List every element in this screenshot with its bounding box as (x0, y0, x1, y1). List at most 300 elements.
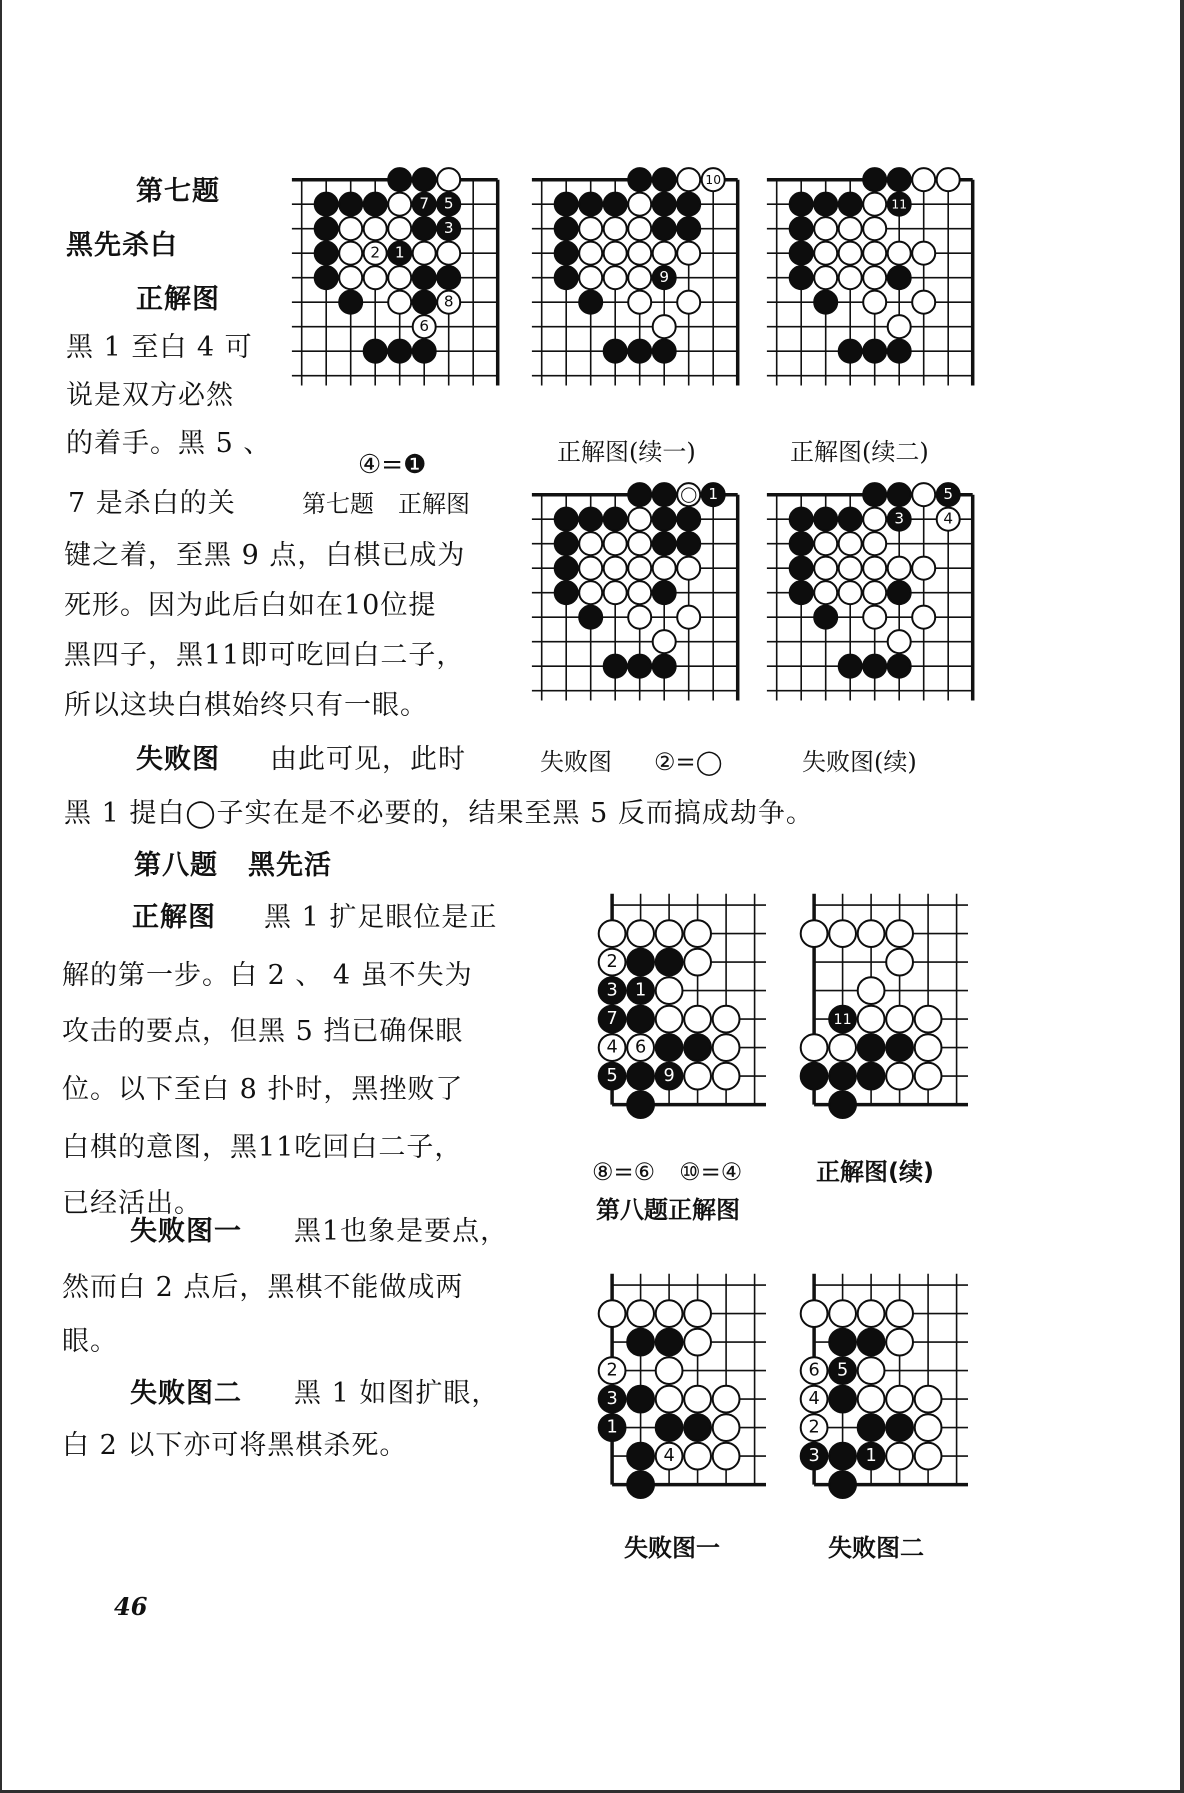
move-number: 5 (836, 1360, 849, 1381)
white-stone (684, 1329, 711, 1356)
black-stone (315, 217, 338, 240)
move-number: 11 (833, 1011, 852, 1028)
white-stone (684, 1386, 711, 1413)
black-stone (604, 340, 627, 363)
move-number: 3 (444, 219, 454, 238)
black-stone (413, 340, 436, 363)
go-board-p7-cont2 (762, 165, 987, 390)
black-stone (579, 508, 602, 531)
problem7-task: 黑先杀白 (66, 230, 178, 261)
white-stone (339, 242, 362, 265)
black-stone (677, 508, 700, 531)
black-stone (790, 193, 813, 216)
black-stone (829, 1471, 856, 1498)
black-stone (413, 266, 436, 289)
black-stone (339, 193, 362, 216)
white-stone (388, 291, 411, 314)
move-number: 11 (891, 197, 908, 212)
black-stone (863, 483, 886, 506)
black-stone (579, 291, 602, 314)
white-stone (937, 168, 960, 191)
white-stone (814, 532, 837, 555)
white-stone (579, 532, 602, 555)
problem8-text-line: 已经活出。 (62, 1188, 202, 1219)
white-stone (858, 1300, 885, 1327)
problem8-text-line: 黑 1 扩足眼位是正 (264, 902, 498, 933)
white-stone (684, 1006, 711, 1033)
white-stone (915, 1443, 942, 1470)
problem7-failure-heading: 失败图 (136, 744, 220, 775)
white-stone (863, 266, 886, 289)
black-stone (628, 655, 651, 678)
white-stone (886, 1329, 913, 1356)
black-stone (888, 655, 911, 678)
white-stone (915, 1414, 942, 1441)
white-stone (628, 193, 651, 216)
black-stone (839, 340, 862, 363)
white-stone (388, 193, 411, 216)
black-stone (790, 266, 813, 289)
white-stone (677, 242, 700, 265)
move-number: 4 (808, 1388, 820, 1409)
white-stone (886, 920, 913, 947)
white-stone (656, 1386, 683, 1413)
white-stone (628, 266, 651, 289)
white-stone (604, 242, 627, 265)
problem8-fail1-line: 眼。 (62, 1326, 118, 1357)
problem7-text-line: 黑四子，黑11即可吃回白二子， (64, 640, 465, 671)
black-stone (886, 1034, 913, 1061)
black-stone (858, 1034, 885, 1061)
black-stone (839, 508, 862, 531)
white-stone (437, 242, 460, 265)
move-number: 2 (808, 1417, 820, 1438)
black-stone (627, 949, 654, 976)
board1-note: ④=❶ (358, 450, 427, 480)
white-stone (579, 266, 602, 289)
black-stone (653, 340, 676, 363)
move-number: 4 (943, 509, 954, 528)
black-stone (829, 1386, 856, 1413)
move-number: 3 (808, 1445, 820, 1466)
black-stone (656, 1034, 683, 1061)
black-stone (814, 291, 837, 314)
move-number: 7 (419, 194, 430, 213)
problem7-text-line: 键之着，至黑 9 点，白棋已成为 (64, 540, 466, 571)
white-stone (858, 977, 885, 1004)
black-stone (627, 1471, 654, 1498)
black-stone (863, 655, 886, 678)
white-stone (863, 532, 886, 555)
white-stone (628, 242, 651, 265)
move-number: 9 (663, 1065, 675, 1086)
white-stone (858, 1386, 885, 1413)
white-stone (388, 266, 411, 289)
white-stone (627, 1300, 654, 1327)
white-stone (814, 557, 837, 580)
black-stone (555, 266, 578, 289)
black-stone (790, 557, 813, 580)
move-number: ◯ (680, 485, 698, 504)
board8-caption: 失败图一 (624, 1534, 720, 1562)
go-board-p7-cont1 (527, 165, 752, 390)
board7-caption: 正解图(续) (816, 1158, 934, 1186)
black-stone (388, 340, 411, 363)
black-stone (863, 340, 886, 363)
black-stone (888, 168, 911, 191)
page-number: 46 (114, 1592, 148, 1621)
white-stone (364, 217, 387, 240)
problem8-text-line: 解的第一步。白 2 、 4 虽不失为 (62, 960, 473, 991)
problem8-solution-heading: 正解图 (132, 902, 216, 933)
board9-caption: 失败图二 (828, 1534, 924, 1562)
white-stone (912, 168, 935, 191)
black-stone (829, 1063, 856, 1090)
black-stone (888, 581, 911, 604)
problem7-title: 第七题 (136, 176, 220, 207)
move-number: 2 (606, 1360, 618, 1381)
white-stone (814, 266, 837, 289)
white-stone (604, 217, 627, 240)
white-stone (839, 532, 862, 555)
white-stone (912, 557, 935, 580)
black-stone (579, 193, 602, 216)
white-stone (684, 920, 711, 947)
book-page (2, 0, 1180, 1790)
white-stone (839, 242, 862, 265)
white-stone (829, 920, 856, 947)
white-stone (912, 606, 935, 629)
black-stone (790, 217, 813, 240)
go-board-p8-fail1 (595, 1268, 772, 1502)
white-stone (858, 1357, 885, 1384)
white-stone (858, 920, 885, 947)
black-stone (677, 193, 700, 216)
white-stone (599, 920, 626, 947)
black-stone (653, 532, 676, 555)
white-stone (604, 266, 627, 289)
problem8-title: 第八题 (134, 850, 218, 881)
move-number: 6 (634, 1037, 647, 1058)
white-stone (839, 557, 862, 580)
white-stone (888, 630, 911, 653)
go-board-p7-fail (527, 480, 752, 705)
white-stone (886, 1300, 913, 1327)
black-stone (888, 266, 911, 289)
move-number: 5 (606, 1065, 618, 1086)
board6-caption: 第八题正解图 (596, 1196, 740, 1224)
white-stone (628, 217, 651, 240)
black-stone (829, 1329, 856, 1356)
white-stone (915, 1006, 942, 1033)
white-stone (858, 1006, 885, 1033)
white-stone (713, 1414, 740, 1441)
problem8-fail1-heading: 失败图一 (130, 1216, 242, 1247)
problem8-task: 黑先活 (248, 850, 332, 881)
go-board-p8-fail2 (797, 1268, 974, 1502)
white-stone (814, 217, 837, 240)
white-stone (886, 1443, 913, 1470)
move-number: 4 (606, 1037, 618, 1058)
black-stone (627, 1063, 654, 1090)
black-stone (555, 532, 578, 555)
black-stone (579, 606, 602, 629)
white-stone (684, 1300, 711, 1327)
white-stone (579, 581, 602, 604)
white-stone (801, 1034, 828, 1061)
white-stone (628, 557, 651, 580)
white-stone (579, 242, 602, 265)
white-stone (628, 532, 651, 555)
black-stone (555, 242, 578, 265)
black-stone (790, 508, 813, 531)
move-number: 1 (395, 243, 405, 262)
black-stone (653, 168, 676, 191)
white-stone (604, 581, 627, 604)
move-number: 2 (370, 243, 381, 262)
white-stone (912, 291, 935, 314)
white-stone (713, 1443, 740, 1470)
white-stone (653, 315, 676, 338)
white-stone (364, 266, 387, 289)
black-stone (684, 1414, 711, 1441)
problem8-fail2-heading: 失败图二 (130, 1378, 242, 1409)
white-stone (713, 1034, 740, 1061)
black-stone (555, 581, 578, 604)
go-board-p8-solution (595, 888, 772, 1122)
white-stone (677, 168, 700, 191)
black-stone (829, 1091, 856, 1118)
white-stone (604, 557, 627, 580)
black-stone (604, 655, 627, 678)
black-stone (653, 655, 676, 678)
black-stone (627, 1006, 654, 1033)
black-stone (677, 217, 700, 240)
black-stone (790, 532, 813, 555)
move-number: 1 (634, 980, 647, 1001)
black-stone (413, 217, 436, 240)
white-stone (627, 920, 654, 947)
move-number: 3 (894, 509, 905, 528)
board5-caption: 失败图(续) (802, 748, 917, 776)
black-stone (888, 483, 911, 506)
problem8-text-line: 位。以下至白 8 扑时，黑挫败了 (62, 1074, 464, 1105)
board3-caption: 正解图(续二) (790, 438, 929, 466)
go-board-p8-cont (797, 888, 974, 1122)
white-stone (604, 532, 627, 555)
board4-note: ②=◯ (654, 748, 723, 776)
black-stone (653, 217, 676, 240)
white-stone (863, 217, 886, 240)
black-stone (886, 1414, 913, 1441)
black-stone (628, 168, 651, 191)
black-stone (839, 193, 862, 216)
black-stone (653, 508, 676, 531)
black-stone (555, 508, 578, 531)
black-stone (656, 1329, 683, 1356)
black-stone (790, 581, 813, 604)
move-number: 7 (606, 1008, 618, 1029)
white-stone (839, 266, 862, 289)
white-stone (437, 168, 460, 191)
problem8-text-line: 攻击的要点，但黑 5 挡已确保眼 (62, 1016, 464, 1047)
move-number: 8 (444, 292, 454, 311)
white-stone (863, 508, 886, 531)
white-stone (579, 557, 602, 580)
white-stone (599, 1300, 626, 1327)
white-stone (656, 1357, 683, 1384)
move-number: 1 (865, 1445, 877, 1466)
board4-caption: 失败图 (540, 748, 612, 776)
black-stone (858, 1414, 885, 1441)
white-stone (814, 242, 837, 265)
white-stone (677, 291, 700, 314)
black-stone (437, 266, 460, 289)
problem8-text-line: 白棋的意图，黑11吃回白二子， (62, 1132, 463, 1163)
white-stone (886, 1006, 913, 1033)
problem7-text-line: 所以这块白棋始终只有一眼。 (64, 690, 428, 721)
problem8-fail2-line: 黑 1 如图扩眼， (294, 1378, 500, 1409)
white-stone (888, 557, 911, 580)
board1-caption: 第七题 正解图 (302, 490, 470, 518)
white-stone (713, 1386, 740, 1413)
black-stone (555, 193, 578, 216)
black-stone (801, 1063, 828, 1090)
black-stone (627, 1329, 654, 1356)
move-number: 2 (606, 951, 618, 972)
black-stone (315, 242, 338, 265)
white-stone (713, 1006, 740, 1033)
white-stone (863, 242, 886, 265)
black-stone (790, 242, 813, 265)
white-stone (656, 977, 683, 1004)
black-stone (628, 483, 651, 506)
move-number: 5 (444, 194, 454, 213)
problem7-failure-line: 黑 1 提白◯子实在是不必要的，结果至黑 5 反而搞成劫争。 (64, 798, 814, 829)
black-stone (628, 340, 651, 363)
white-stone (677, 606, 700, 629)
black-stone (413, 291, 436, 314)
white-stone (912, 483, 935, 506)
black-stone (315, 193, 338, 216)
white-stone (713, 1063, 740, 1090)
white-stone (829, 1034, 856, 1061)
problem7-text-line: 黑 1 至白 4 可 (66, 332, 253, 363)
white-stone (829, 1300, 856, 1327)
black-stone (653, 483, 676, 506)
white-stone (863, 557, 886, 580)
board2-caption: 正解图(续一) (557, 438, 696, 466)
white-stone (628, 508, 651, 531)
white-stone (915, 1063, 942, 1090)
problem7-text-line: 说是双方必然 (66, 380, 234, 411)
white-stone (628, 291, 651, 314)
white-stone (656, 1006, 683, 1033)
white-stone (801, 920, 828, 947)
black-stone (388, 168, 411, 191)
white-stone (339, 266, 362, 289)
black-stone (627, 1386, 654, 1413)
white-stone (814, 581, 837, 604)
white-stone (684, 1443, 711, 1470)
black-stone (656, 1414, 683, 1441)
black-stone (364, 193, 387, 216)
black-stone (684, 1034, 711, 1061)
move-number: 6 (419, 317, 430, 336)
white-stone (656, 1300, 683, 1327)
problem7-failure-line: 由此可见，此时 (270, 744, 466, 775)
black-stone (839, 655, 862, 678)
white-stone (886, 1386, 913, 1413)
black-stone (858, 1329, 885, 1356)
white-stone (339, 217, 362, 240)
white-stone (915, 1034, 942, 1061)
move-number: 5 (943, 485, 954, 504)
move-number: 1 (708, 485, 719, 504)
move-number: 3 (606, 1388, 618, 1409)
white-stone (888, 315, 911, 338)
black-stone (413, 168, 436, 191)
black-stone (814, 508, 837, 531)
problem7-text-line: 死形。因为此后白如在10位提 (64, 590, 437, 621)
white-stone (912, 242, 935, 265)
white-stone (863, 193, 886, 216)
board6-note: ⑧=⑥ ⑩=④ (592, 1158, 743, 1186)
white-stone (656, 920, 683, 947)
white-stone (888, 242, 911, 265)
problem7-text-line: 7 是杀白的关 (68, 488, 236, 519)
black-stone (339, 291, 362, 314)
move-number: 4 (663, 1445, 675, 1466)
black-stone (315, 266, 338, 289)
white-stone (863, 606, 886, 629)
black-stone (604, 508, 627, 531)
go-board-p7-solution (287, 165, 512, 390)
black-stone (604, 193, 627, 216)
move-number: 9 (659, 268, 670, 287)
white-stone (863, 581, 886, 604)
move-number: 10 (705, 173, 722, 188)
white-stone (801, 1300, 828, 1327)
white-stone (628, 581, 651, 604)
black-stone (364, 340, 387, 363)
black-stone (627, 1091, 654, 1118)
black-stone (627, 1443, 654, 1470)
black-stone (863, 168, 886, 191)
black-stone (653, 581, 676, 604)
go-board-p7-fail-cont (762, 480, 987, 705)
white-stone (413, 242, 436, 265)
black-stone (888, 340, 911, 363)
white-stone (684, 949, 711, 976)
white-stone (886, 1063, 913, 1090)
white-stone (684, 1063, 711, 1090)
black-stone (814, 193, 837, 216)
problem7-text-line: 的着手。黑 5 、 (66, 428, 272, 459)
black-stone (555, 557, 578, 580)
black-stone (656, 949, 683, 976)
white-stone (863, 291, 886, 314)
black-stone (858, 1063, 885, 1090)
white-stone (839, 217, 862, 240)
white-stone (628, 606, 651, 629)
white-stone (653, 557, 676, 580)
white-stone (677, 557, 700, 580)
problem7-solution-heading: 正解图 (136, 284, 220, 315)
white-stone (839, 581, 862, 604)
white-stone (653, 242, 676, 265)
move-number: 6 (808, 1360, 820, 1381)
